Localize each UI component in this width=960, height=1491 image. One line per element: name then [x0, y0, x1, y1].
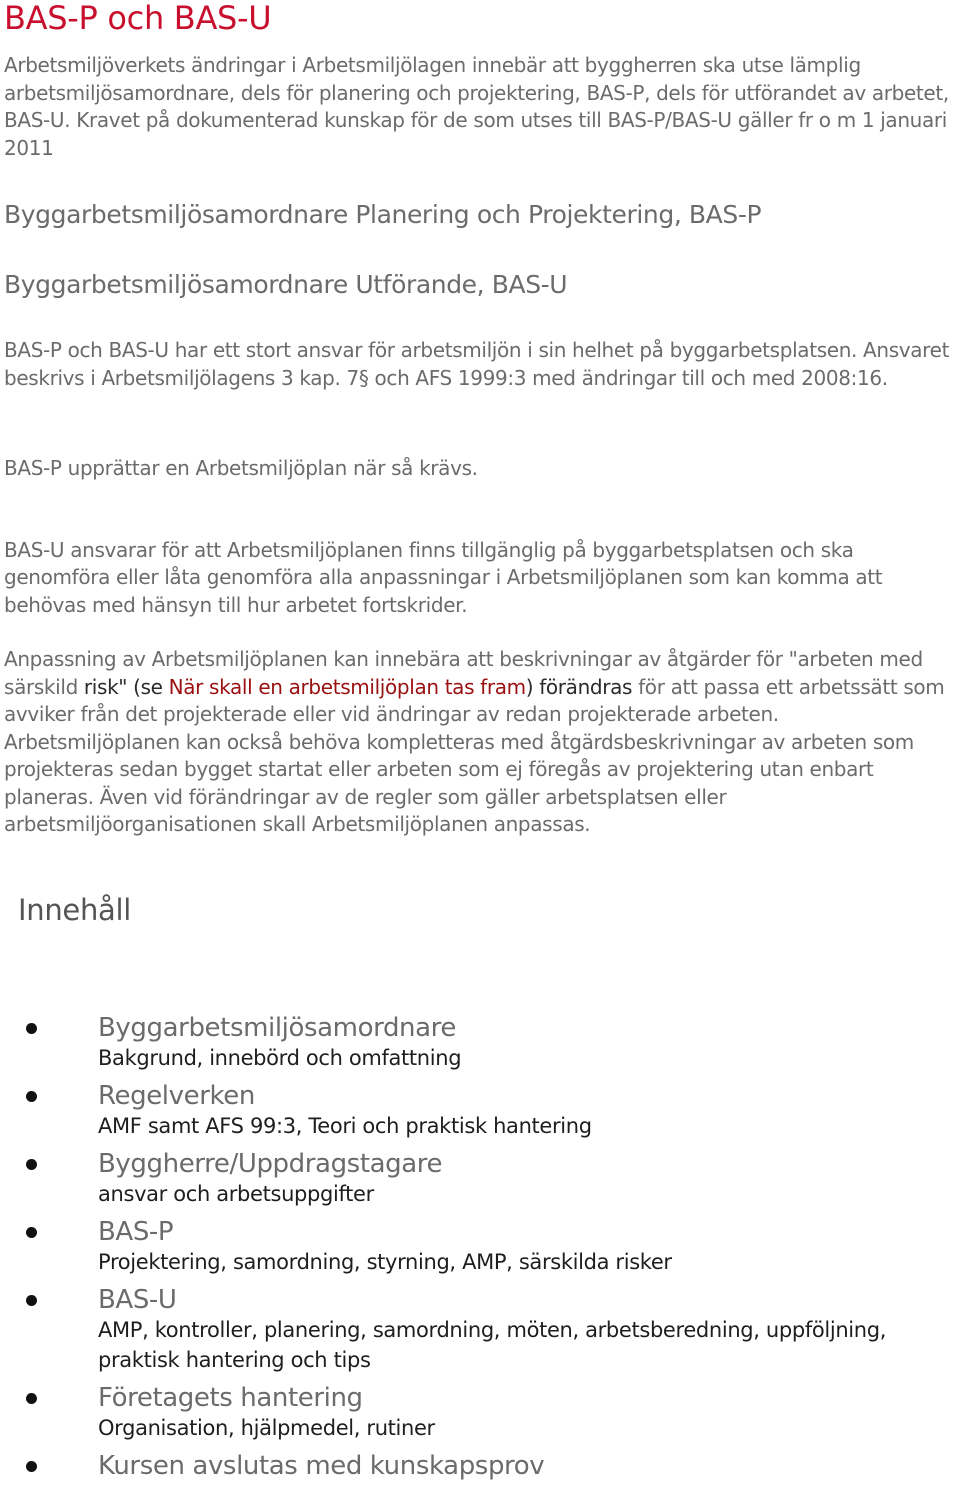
list-item: [4, 1285, 956, 1375]
adaptation-text-3: ) förändras: [525, 674, 633, 699]
toc-item-subtitle: AMF samt AFS 99:3, Teori och praktisk hantering: [98, 1113, 592, 1138]
list-item: [4, 1081, 956, 1141]
adaptation-text-1: Anpassning av Arbetsmiljöplanen kan innebära att beskrivningar av åtgärder för "arbeten med särskild: [4, 647, 923, 699]
arbetsmiljoplan-link[interactable]: När skall en arbetsmiljöplan tas fram: [168, 674, 526, 699]
toc-heading: Innehåll: [18, 892, 132, 927]
toc-item-subtitle: Projektering, samordning, styrning, AMP, särskilda risker: [98, 1249, 672, 1274]
toc-item-title: Byggherre/Uppdragstagare: [98, 1148, 443, 1179]
adaptation-text-2: risk" (se: [83, 674, 169, 699]
toc-item-subtitle: ansvar och arbetsuppgifter: [98, 1181, 374, 1206]
toc-item-title: BAS-P: [98, 1216, 174, 1247]
bullet-icon: [26, 1227, 37, 1238]
toc-item-subtitle: Organisation, hjälpmedel, rutiner: [98, 1415, 435, 1440]
bullet-icon: [26, 1159, 37, 1170]
toc-item-subtitle: Bakgrund, innebörd och omfattning: [98, 1045, 462, 1070]
toc-item-title: Regelverken: [98, 1080, 255, 1111]
toc-item-title: Byggarbetsmiljösamordnare: [98, 1012, 456, 1043]
bullet-icon: [26, 1091, 37, 1102]
adaptation-text-4: för att passa ett arbetssätt som avviker från det projekterade eller vid ändringar av redan projekterade arbeten. Arbetsmiljöplanen kan också behöva kompletteras med åtgärdsbeskrivningar av arbeten som projekteras sedan bygget startat eller arbeten som ej föregås av projektering utan enbart planeras. Även vid förändringar av de regler som gäller arbetsplatsen eller arbetsmiljöorganisationen skall Arbetsmiljöplanen anpassas.: [4, 674, 945, 836]
bullet-icon: [26, 1393, 37, 1404]
bas-p-paragraph: BAS-P upprättar en Arbetsmiljöplan när så krävs.: [4, 456, 478, 480]
toc-list: [4, 1013, 956, 1481]
bullet-icon: [26, 1295, 37, 1306]
list-item: [4, 1013, 956, 1073]
bullet-icon: [26, 1461, 37, 1472]
bullet-icon: [26, 1023, 37, 1034]
list-item: [4, 1383, 956, 1443]
toc-item-title: Företagets hantering: [98, 1382, 363, 1413]
list-item: [4, 1217, 956, 1277]
toc-item-title: BAS-U: [98, 1284, 177, 1315]
toc-item-subtitle: AMP, kontroller, planering, samordning, möten, arbetsberedning, uppföljning, praktisk hantering och tips: [98, 1317, 887, 1372]
list-item: [4, 1451, 956, 1481]
bas-u-paragraph: BAS-U ansvarar för att Arbetsmiljöplanen finns tillgänglig på byggarbetsplatsen och ska genomföra eller låta genomföra alla anpassningar i Arbetsmiljöplanen som kan komma att behövas med hänsyn till hur arbetet fortskrider.: [4, 537, 883, 617]
heading-bas-u: Byggarbetsmiljösamordnare Utförande, BAS-U: [4, 270, 568, 299]
adaptation-paragraph: [4, 646, 956, 839]
page-title: BAS-P och BAS-U: [4, 0, 272, 37]
responsibility-paragraph: BAS-P och BAS-U har ett stort ansvar för arbetsmiljön i sin helhet på byggarbetsplatsen. Ansvaret beskrivs i Arbetsmiljölagens 3 kap. 7§ och AFS 1999:3 med ändringar till och med 2008:16.: [4, 338, 950, 390]
toc-item-title: Kursen avslutas med kunskapsprov: [98, 1450, 545, 1481]
list-item: [4, 1149, 956, 1209]
intro-paragraph: Arbetsmiljöverkets ändringar i Arbetsmiljölagen innebär att byggherren ska utse lämplig arbetsmiljösamordnare, dels för planering och projektering, BAS-P, dels för utförandet av arbetet, BAS-U. Kravet på dokumenterad kunskap för de som utses till BAS-P/BAS-U gäller fr o m 1 januari 2011: [4, 53, 949, 160]
heading-bas-p: Byggarbetsmiljösamordnare Planering och Projektering, BAS-P: [4, 200, 762, 229]
